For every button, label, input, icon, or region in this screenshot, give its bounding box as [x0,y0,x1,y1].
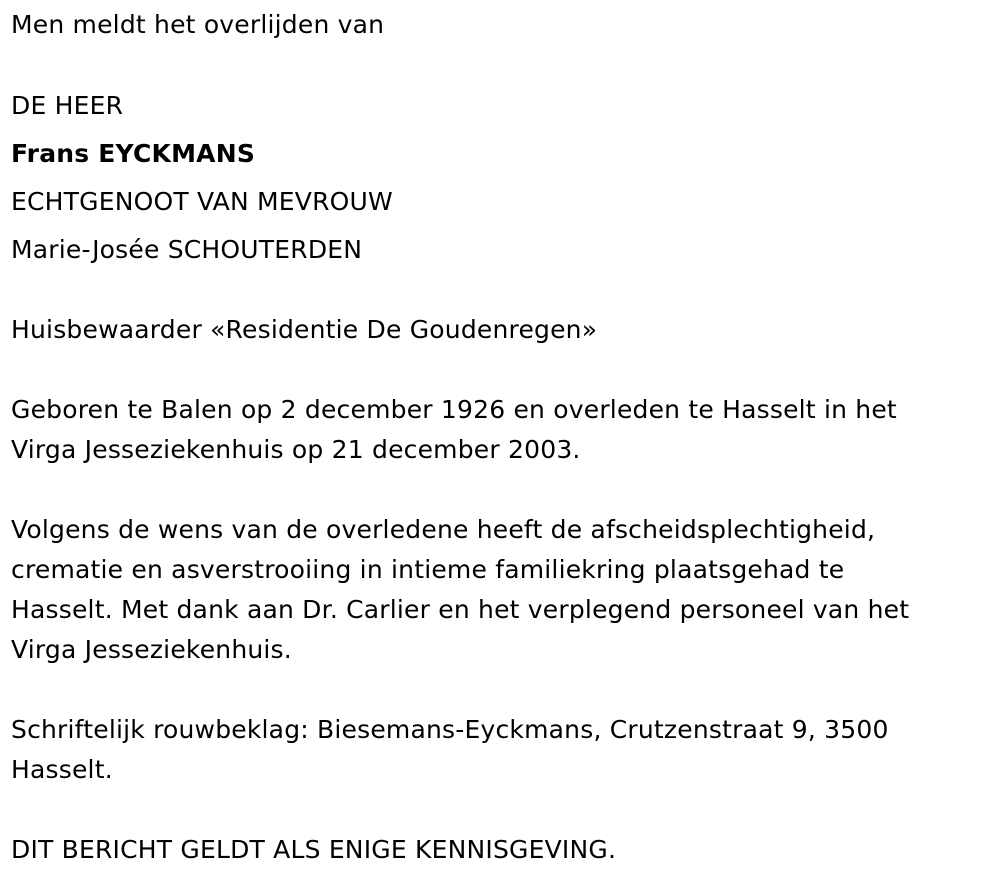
birth-death-line: Virga Jesseziekenhuis op 21 december 2003. [11,435,581,464]
deceased-name: Frans EYCKMANS [11,139,256,168]
wishes-line: Hasselt. Met dank aan Dr. Carlier en het verplegend personeel van het [11,595,910,624]
honorific: DE HEER [11,91,124,120]
wishes-line: Volgens de wens van de overledene heeft de afscheidsplechtigheid, [11,515,876,544]
closing-statement: DIT BERICHT GELDT ALS ENIGE KENNISGEVING. [11,835,617,864]
occupation-text: Huisbewaarder «Residentie De Goudenregen» [11,315,598,344]
condolences-line: Hasselt. [11,755,113,784]
wishes-line: crematie en asverstrooiing in intieme familiekring plaatsgehad te [11,555,845,584]
intro-text: Men meldt het overlijden van [11,10,385,39]
spouse-name: Marie-Josée SCHOUTERDEN [11,235,363,264]
birth-death-line: Geboren te Balen op 2 december 1926 en overleden te Hasselt in het [11,395,897,424]
condolences-line: Schriftelijk rouwbeklag: Biesemans-Eyckmans, Crutzenstraat 9, 3500 [11,715,889,744]
wishes-line: Virga Jesseziekenhuis. [11,635,292,664]
spouse-label: ECHTGENOOT VAN MEVROUW [11,187,393,216]
